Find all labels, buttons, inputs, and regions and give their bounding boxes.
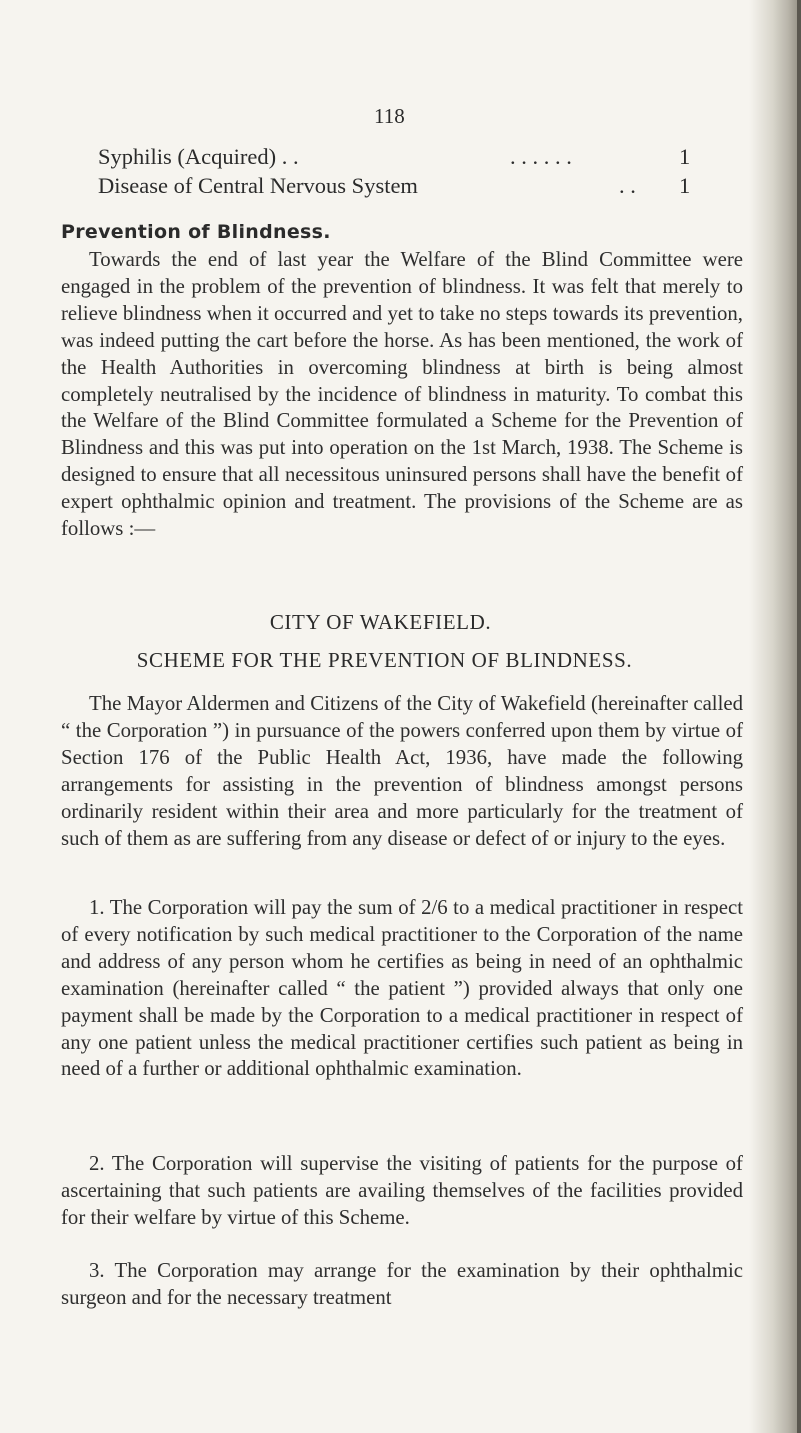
scheme-city: CITY OF WAKEFIELD.	[269, 610, 492, 634]
disease-label: Syphilis (Acquired) . .	[98, 144, 299, 169]
disease-count: 1	[679, 173, 691, 198]
page-edge-border	[797, 0, 801, 1433]
page-number: 118	[374, 104, 405, 128]
disease-count: 1	[679, 144, 691, 169]
section-heading: Prevention of Blindness.	[61, 221, 331, 243]
clause-3: 3. The Corporation may arrange for the examination by their ophthalmic surgeon and for the necessary treatment	[61, 1259, 743, 1309]
clause-2: 2. The Corporation will supervise the visiting of patients for the purpose of ascertaining that such patients are availing themselves of the facilities provided for their welfare by virtue of this Scheme.	[61, 1152, 743, 1229]
disease-row-syphilis	[98, 144, 718, 170]
disease-label: Disease of Central Nervous System	[98, 173, 418, 198]
leader-dots: . .	[619, 173, 636, 198]
scheme-preamble: The Mayor Aldermen and Citizens of the City of Wakefield (hereinafter called “ the Corporation ”) in pursuance of the powers conferred upon them by virtue of Section 176 of the Public Health Act, 1936, have made the following arrangements for assisting in the prevention of blindness amongst persons ordinarily resident within their area and more particularly for the treatment of such of them as are suffering from any disease or defect of or injury to the eyes.	[61, 692, 743, 850]
disease-row-cns	[98, 173, 718, 199]
leader-dots: . . . . . .	[510, 144, 572, 169]
clause-1: 1. The Corporation will pay the sum of 2/6 to a medical practitioner in respect of every notification by such medical practitioner to the Corporation of the name and address of any person whom he certifies as being in need of an ophthalmic examination (hereinafter called “ the patient ”) provided always that only one payment shall be made by the Corporation to a medical practitioner in respect of any one patient unless the medical practitioner certifies such patient as being in need of a further or additional ophthalmic examination.	[61, 896, 743, 1081]
intro-paragraph: Towards the end of last year the Welfare of the Blind Committee were engaged in the problem of the prevention of blindness. It was felt that merely to relieve blindness when it occurred and yet to take no steps towards its prevention, was indeed putting the cart before the horse. As has been mentioned, the work of the Health Authorities in overcoming blindness at birth is being almost completely neutralised by the incidence of blindness in maturity. To combat this the Welfare of the Blind Committee formulated a Scheme for the Prevention of Blindness and this was put into operation on the 1st March, 1938. The Scheme is designed to ensure that all necessitous uninsured persons shall have the benefit of expert ophthalmic opinion and treatment. The provisions of the Scheme are as follows :—	[61, 248, 743, 541]
scheme-title: SCHEME FOR THE PREVENTION OF BLINDNESS.	[136, 648, 633, 672]
page-edge-shadow	[749, 0, 801, 1433]
